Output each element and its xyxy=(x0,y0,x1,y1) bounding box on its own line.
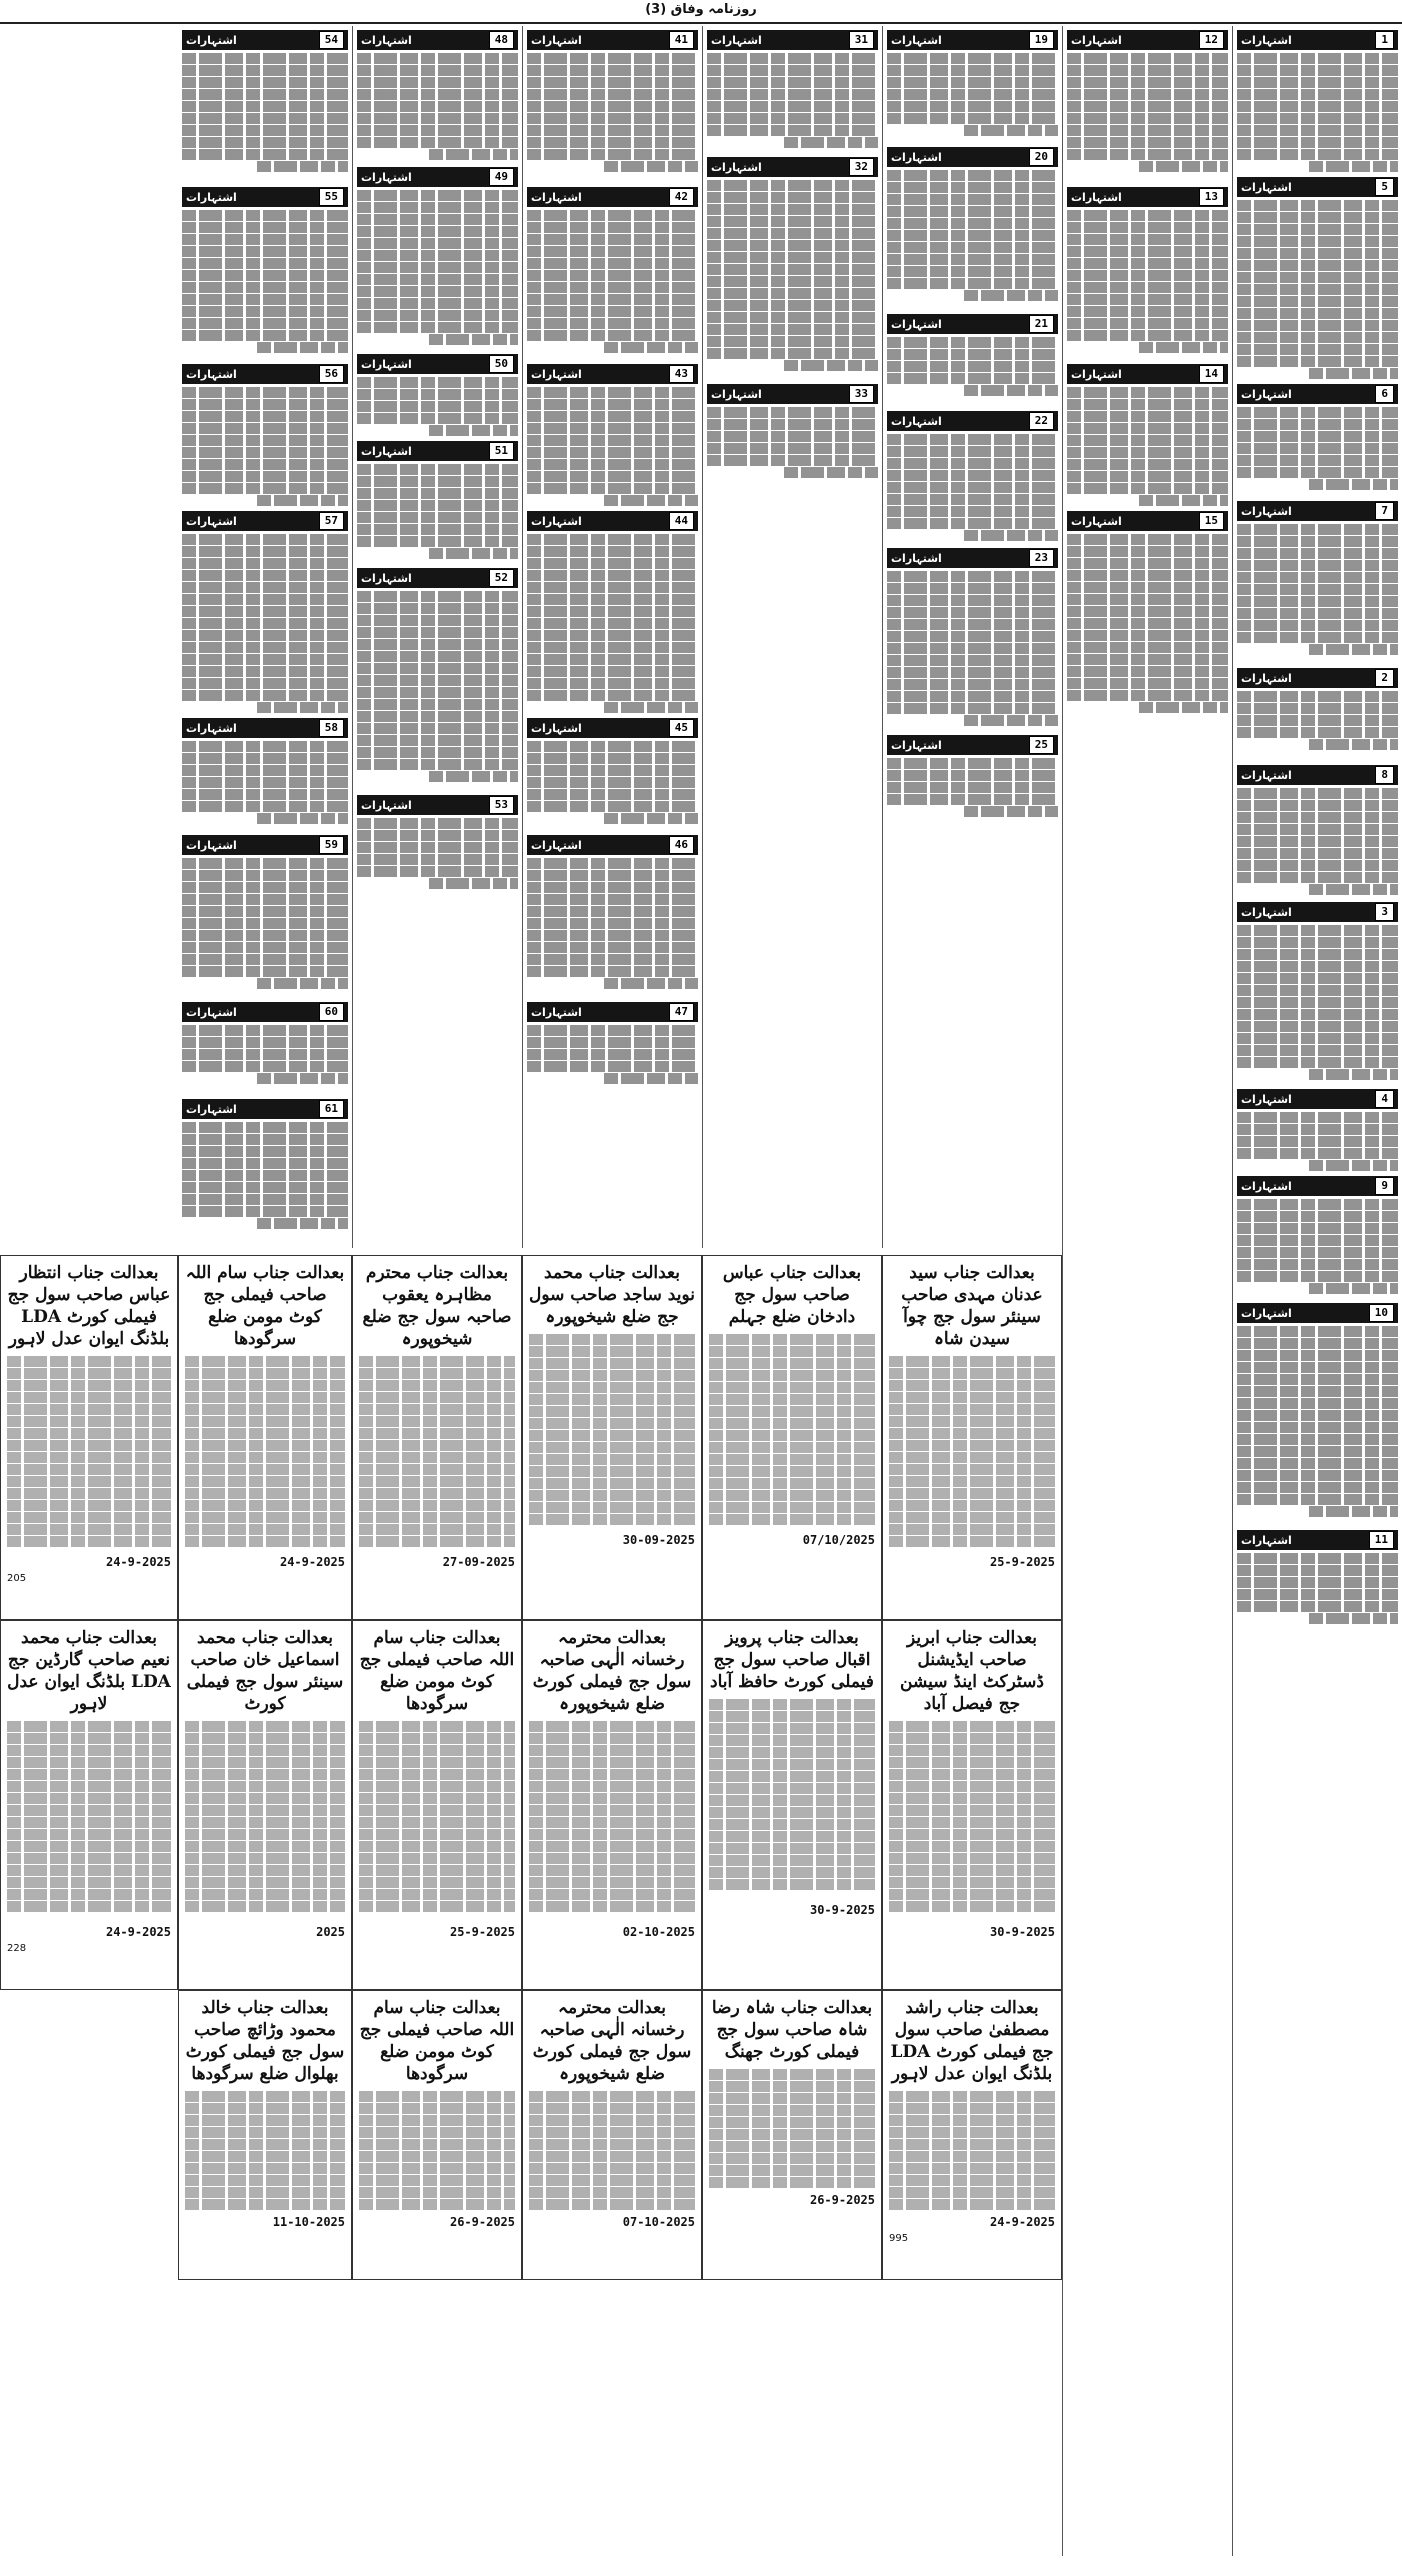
notice-body xyxy=(182,210,348,360)
notice-number: 23 xyxy=(1029,549,1054,567)
column-6 xyxy=(352,26,522,1248)
notice-body xyxy=(182,53,348,183)
notice-label: اشتہارات xyxy=(1241,180,1292,194)
notice-header xyxy=(182,718,348,738)
notice-header xyxy=(182,1002,348,1022)
notice-body xyxy=(182,858,348,998)
notice-body xyxy=(1237,524,1398,664)
notice-header xyxy=(887,314,1058,334)
court-body xyxy=(359,1356,515,1551)
notice-header xyxy=(1237,765,1398,785)
notice-header xyxy=(357,167,518,187)
notice-number: 44 xyxy=(669,512,694,530)
notice-number: 51 xyxy=(489,442,514,460)
notice-number: 46 xyxy=(669,836,694,854)
masthead xyxy=(0,0,1402,24)
notice-header xyxy=(527,364,698,384)
court-title: بعدالت جناب محمد نعیم صاحب گارڈین جج LDA بلڈنگ ایوان عدل لاہور xyxy=(7,1628,171,1714)
notice-label: اشتہارات xyxy=(531,190,582,204)
court-title: بعدالت جناب عباس صاحب سول جج دادخان ضلع جہلم xyxy=(722,1263,862,1327)
notice-label: اشتہارات xyxy=(186,838,237,852)
notice-label: اشتہارات xyxy=(1241,1306,1292,1320)
notice-number: 9 xyxy=(1375,1177,1394,1195)
court-body xyxy=(529,1721,695,1921)
notice-header xyxy=(527,835,698,855)
notice-header xyxy=(527,718,698,738)
notice-body xyxy=(1237,407,1398,497)
notice-body xyxy=(182,1025,348,1095)
court-title: بعدالت جناب سام اللہ صاحب فیملی جج کوٹ مومن ضلع سرگودھا xyxy=(359,1998,515,2084)
notice-number: 58 xyxy=(319,719,344,737)
notice-header xyxy=(1067,364,1228,384)
notice-number: 12 xyxy=(1199,31,1224,49)
notice-header xyxy=(1067,30,1228,50)
notice-header xyxy=(1067,187,1228,207)
notice-header xyxy=(182,30,348,50)
notice-body xyxy=(1237,1326,1398,1526)
notice-body xyxy=(1237,1199,1398,1299)
notice-number: 57 xyxy=(319,512,344,530)
masthead-title: روزنامہ وفاق (3) xyxy=(645,2,757,17)
notice-header xyxy=(887,147,1058,167)
notice-label: اشتہارات xyxy=(361,170,412,184)
notice-number: 48 xyxy=(489,31,514,49)
notice-body xyxy=(707,407,878,487)
court-title: بعدالت محترمہ رخسانہ الٰہی صاحبہ سول جج فیملی کورٹ ضلع شیخوپورہ xyxy=(532,1998,692,2084)
notice-number: 56 xyxy=(319,365,344,383)
court-notice xyxy=(352,1620,522,1990)
court-notice xyxy=(352,1255,522,1620)
reference-number: 205 xyxy=(7,1573,27,1584)
court-notice xyxy=(0,1255,178,1620)
notice-number: 25 xyxy=(1029,736,1054,754)
notice-body xyxy=(1237,200,1398,380)
notice-header xyxy=(527,30,698,50)
notice-body xyxy=(357,464,518,564)
court-notice xyxy=(882,1990,1062,2280)
notice-header xyxy=(1237,1530,1398,1550)
notice-header xyxy=(1237,177,1398,197)
notice-number: 53 xyxy=(489,796,514,814)
court-title: بعدالت محترمہ رخسانہ الٰہی صاحبہ سول جج فیملی کورٹ ضلع شیخوپورہ xyxy=(532,1628,692,1714)
notice-body xyxy=(527,53,698,183)
notice-header xyxy=(182,1099,348,1119)
notice-label: اشتہارات xyxy=(186,367,237,381)
notice-label: اشتہارات xyxy=(361,357,412,371)
notice-label: اشتہارات xyxy=(891,317,942,331)
court-notice xyxy=(0,1620,178,1990)
notice-body xyxy=(887,337,1058,407)
column-3 xyxy=(882,26,1062,1248)
notice-body xyxy=(1067,534,1228,714)
notice-header xyxy=(357,30,518,50)
court-title: بعدالت جناب راشد مصطفیٰ صاحب سول جج فیملی کورٹ LDA بلڈنگ ایوان عدل لاہور xyxy=(890,1998,1054,2084)
notice-number: 45 xyxy=(669,719,694,737)
notice-label: اشتہارات xyxy=(531,721,582,735)
notice-header xyxy=(887,411,1058,431)
notice-body xyxy=(887,170,1058,310)
column-5 xyxy=(522,26,702,1248)
notice-number: 50 xyxy=(489,355,514,373)
hearing-date: 02-10-2025 xyxy=(622,1925,695,1939)
notice-number: 3 xyxy=(1375,903,1394,921)
court-title: بعدالت جناب محمد نوید ساجد صاحب سول جج ضلع شیخوپورہ xyxy=(529,1263,695,1327)
hearing-date: 24-9-2025 xyxy=(279,1555,345,1569)
notice-header xyxy=(707,157,878,177)
notice-number: 2 xyxy=(1375,669,1394,687)
hearing-date: 30-9-2025 xyxy=(989,1925,1055,1939)
hearing-date: 30-09-2025 xyxy=(622,1533,695,1547)
court-title: بعدالت جناب سام اللہ صاحب فیملی جج کوٹ مومن ضلع سرگودھا xyxy=(359,1628,515,1714)
notice-header xyxy=(357,568,518,588)
notice-label: اشتہارات xyxy=(1241,1092,1292,1106)
notice-label: اشتہارات xyxy=(891,414,942,428)
notice-body xyxy=(527,534,698,714)
hearing-date: 27-09-2025 xyxy=(442,1555,515,1569)
hearing-date: 24-9-2025 xyxy=(105,1925,171,1939)
notice-label: اشتہارات xyxy=(361,33,412,47)
notice-body xyxy=(527,210,698,360)
court-notice xyxy=(522,1255,702,1620)
notice-number: 52 xyxy=(489,569,514,587)
notice-header xyxy=(182,364,348,384)
court-notice xyxy=(178,1255,352,1620)
court-body xyxy=(359,1721,515,1921)
court-title: بعدالت جناب ابریز صاحب ایڈیشنل ڈسٹرکٹ اینڈ سیشن جج فیصل آباد xyxy=(900,1628,1044,1714)
notice-header xyxy=(887,30,1058,50)
notice-number: 54 xyxy=(319,31,344,49)
notice-body xyxy=(182,534,348,714)
court-body xyxy=(889,1356,1055,1551)
notice-label: اشتہارات xyxy=(1241,387,1292,401)
notice-header xyxy=(182,511,348,531)
court-body xyxy=(889,1721,1055,1921)
notice-number: 31 xyxy=(849,31,874,49)
court-notice xyxy=(882,1620,1062,1990)
notice-label: اشتہارات xyxy=(186,514,237,528)
notice-label: اشتہارات xyxy=(531,1005,582,1019)
notice-body xyxy=(1237,1112,1398,1172)
notice-label: اشتہارات xyxy=(186,1102,237,1116)
hearing-date: 25-9-2025 xyxy=(449,1925,515,1939)
court-notice xyxy=(522,1990,702,2280)
notice-header xyxy=(707,384,878,404)
notice-body xyxy=(1237,691,1398,761)
notice-number: 19 xyxy=(1029,31,1054,49)
notice-number: 21 xyxy=(1029,315,1054,333)
notice-label: اشتہارات xyxy=(1071,514,1122,528)
notice-header xyxy=(182,835,348,855)
notice-body xyxy=(887,53,1058,143)
notice-header xyxy=(527,511,698,531)
notice-label: اشتہارات xyxy=(1071,190,1122,204)
notice-label: اشتہارات xyxy=(186,1005,237,1019)
notice-label: اشتہارات xyxy=(1241,1533,1292,1547)
hearing-date: 24-9-2025 xyxy=(105,1555,171,1569)
notice-label: اشتہارات xyxy=(891,551,942,565)
notice-header xyxy=(357,795,518,815)
court-title: بعدالت جناب پرویز اقبال صاحب سول جج فیملی کورٹ حافظ آباد xyxy=(710,1628,874,1692)
notice-body xyxy=(527,387,698,507)
notice-body xyxy=(707,53,878,153)
court-body xyxy=(7,1721,171,1921)
notice-number: 14 xyxy=(1199,365,1224,383)
court-body xyxy=(709,1699,875,1899)
court-body xyxy=(529,1334,695,1529)
court-title: بعدالت جناب محمد اسماعیل خان صاحب سینئر سول جج فیملی کورٹ xyxy=(186,1628,344,1714)
court-title: بعدالت جناب شاہ رضا شاہ صاحب سول جج فیملی کورٹ جھنگ xyxy=(711,1998,873,2062)
notice-label: اشتہارات xyxy=(1241,905,1292,919)
court-title: بعدالت جناب محترم مظاہرہ یعقوب صاحبہ سول جج ضلع شیخوپورہ xyxy=(362,1263,512,1349)
hearing-date: 25-9-2025 xyxy=(989,1555,1055,1569)
column-4 xyxy=(702,26,882,1248)
court-body xyxy=(359,2091,515,2211)
notice-body xyxy=(182,387,348,507)
notice-number: 1 xyxy=(1375,31,1394,49)
court-notice xyxy=(702,1620,882,1990)
court-title: بعدالت جناب انتظار عباس صاحب سول جج فیملی کورٹ LDA بلڈنگ ایوان عدل لاہور xyxy=(7,1263,171,1349)
notice-body xyxy=(1237,788,1398,898)
notice-number: 8 xyxy=(1375,766,1394,784)
notice-body xyxy=(1237,1553,1398,1633)
court-body xyxy=(185,1721,345,1921)
notice-label: اشتہارات xyxy=(186,190,237,204)
notice-number: 49 xyxy=(489,168,514,186)
notice-body xyxy=(1067,53,1228,183)
court-notice xyxy=(702,1255,882,1620)
court-body xyxy=(7,1356,171,1551)
hearing-date: 26-9-2025 xyxy=(809,2193,875,2207)
notice-number: 22 xyxy=(1029,412,1054,430)
notice-body xyxy=(1067,387,1228,507)
notice-number: 7 xyxy=(1375,502,1394,520)
notice-number: 6 xyxy=(1375,385,1394,403)
court-notice xyxy=(702,1990,882,2280)
notice-label: اشتہارات xyxy=(1241,1179,1292,1193)
notice-body xyxy=(357,53,518,163)
notice-body xyxy=(182,1122,348,1232)
court-body xyxy=(709,2069,875,2189)
notice-label: اشتہارات xyxy=(891,33,942,47)
notice-label: اشتہارات xyxy=(531,838,582,852)
notice-header xyxy=(527,187,698,207)
notice-header xyxy=(1237,1176,1398,1196)
notice-label: اشتہارات xyxy=(1241,768,1292,782)
court-body xyxy=(709,1334,875,1529)
notice-label: اشتہارات xyxy=(361,444,412,458)
court-body xyxy=(889,2091,1055,2211)
notice-label: اشتہارات xyxy=(531,33,582,47)
notice-number: 33 xyxy=(849,385,874,403)
notice-number: 47 xyxy=(669,1003,694,1021)
hearing-date: 30-9-2025 xyxy=(809,1903,875,1917)
notice-header xyxy=(1237,1089,1398,1109)
notice-number: 4 xyxy=(1375,1090,1394,1108)
notice-label: اشتہارات xyxy=(891,738,942,752)
notice-body xyxy=(1237,53,1398,173)
notice-number: 41 xyxy=(669,31,694,49)
notice-header xyxy=(182,187,348,207)
notice-header xyxy=(1237,384,1398,404)
notice-header xyxy=(1237,501,1398,521)
notice-number: 32 xyxy=(849,158,874,176)
court-notice xyxy=(178,1990,352,2280)
notice-number: 43 xyxy=(669,365,694,383)
notice-label: اشتہارات xyxy=(361,571,412,585)
notice-header xyxy=(887,548,1058,568)
hearing-date: 26-9-2025 xyxy=(449,2215,515,2229)
column-2 xyxy=(1062,26,1232,2556)
court-notice xyxy=(352,1990,522,2280)
court-body xyxy=(185,2091,345,2211)
court-title: بعدالت جناب خالد محمود وڑائچ صاحب سول جج فیملی کورٹ بھلوال ضلع سرگودھا xyxy=(185,1998,345,2084)
hearing-date: 07/10/2025 xyxy=(802,1533,875,1547)
notice-header xyxy=(887,735,1058,755)
notice-label: اشتہارات xyxy=(1241,33,1292,47)
notice-header xyxy=(357,354,518,374)
notice-label: اشتہارات xyxy=(186,721,237,735)
notice-body xyxy=(182,741,348,831)
notice-label: اشتہارات xyxy=(531,367,582,381)
notice-label: اشتہارات xyxy=(711,160,762,174)
notice-header xyxy=(1237,668,1398,688)
hearing-date: 24-9-2025 xyxy=(989,2215,1055,2229)
notice-body xyxy=(527,858,698,998)
notice-number: 59 xyxy=(319,836,344,854)
notice-header xyxy=(1237,902,1398,922)
notice-body xyxy=(887,758,1058,818)
notice-label: اشتہارات xyxy=(711,33,762,47)
notice-body xyxy=(357,377,518,437)
notice-label: اشتہارات xyxy=(361,798,412,812)
notice-header xyxy=(707,30,878,50)
notice-label: اشتہارات xyxy=(891,150,942,164)
court-body xyxy=(185,1356,345,1551)
notice-number: 15 xyxy=(1199,512,1224,530)
notice-number: 20 xyxy=(1029,148,1054,166)
notice-label: اشتہارات xyxy=(186,33,237,47)
hearing-date: 2025 xyxy=(316,1925,345,1939)
notice-header xyxy=(1237,1303,1398,1323)
court-notice xyxy=(178,1620,352,1990)
notice-label: اشتہارات xyxy=(1241,504,1292,518)
notice-number: 55 xyxy=(319,188,344,206)
court-title: بعدالت جناب سید عدنان مہدی صاحب سینئر سول جج چوآ سیدن شاہ xyxy=(901,1263,1043,1349)
notice-body xyxy=(357,591,518,791)
notice-body xyxy=(1237,925,1398,1085)
notice-body xyxy=(1067,210,1228,360)
notice-number: 61 xyxy=(319,1100,344,1118)
notice-number: 13 xyxy=(1199,188,1224,206)
reference-number: 228 xyxy=(7,1943,27,1954)
column-1 xyxy=(1232,26,1402,2556)
notice-body xyxy=(357,190,518,350)
notice-body xyxy=(707,180,878,380)
court-notice xyxy=(522,1620,702,1990)
notice-number: 42 xyxy=(669,188,694,206)
notice-label: اشتہارات xyxy=(1241,671,1292,685)
column-7 xyxy=(178,26,352,1248)
notice-body xyxy=(357,818,518,898)
notice-header xyxy=(357,441,518,461)
notice-label: اشتہارات xyxy=(1071,367,1122,381)
notice-number: 5 xyxy=(1375,178,1394,196)
hearing-date: 11-10-2025 xyxy=(272,2215,345,2229)
notice-body xyxy=(527,741,698,831)
notice-label: اشتہارات xyxy=(531,514,582,528)
hearing-date: 07-10-2025 xyxy=(622,2215,695,2229)
notice-number: 10 xyxy=(1369,1304,1394,1322)
notice-label: اشتہارات xyxy=(1071,33,1122,47)
notice-header xyxy=(1237,30,1398,50)
court-notice xyxy=(882,1255,1062,1620)
court-title: بعدالت جناب سام اللہ صاحب فیملی جج کوٹ مومن ضلع سرگودھا xyxy=(185,1263,345,1349)
notice-body xyxy=(887,571,1058,731)
notice-body xyxy=(887,434,1058,544)
notice-header xyxy=(1067,511,1228,531)
court-body xyxy=(529,2091,695,2211)
notice-body xyxy=(527,1025,698,1095)
reference-number: 995 xyxy=(889,2233,909,2244)
notice-label: اشتہارات xyxy=(711,387,762,401)
notice-header xyxy=(527,1002,698,1022)
notice-number: 11 xyxy=(1369,1531,1394,1549)
notice-number: 60 xyxy=(319,1003,344,1021)
